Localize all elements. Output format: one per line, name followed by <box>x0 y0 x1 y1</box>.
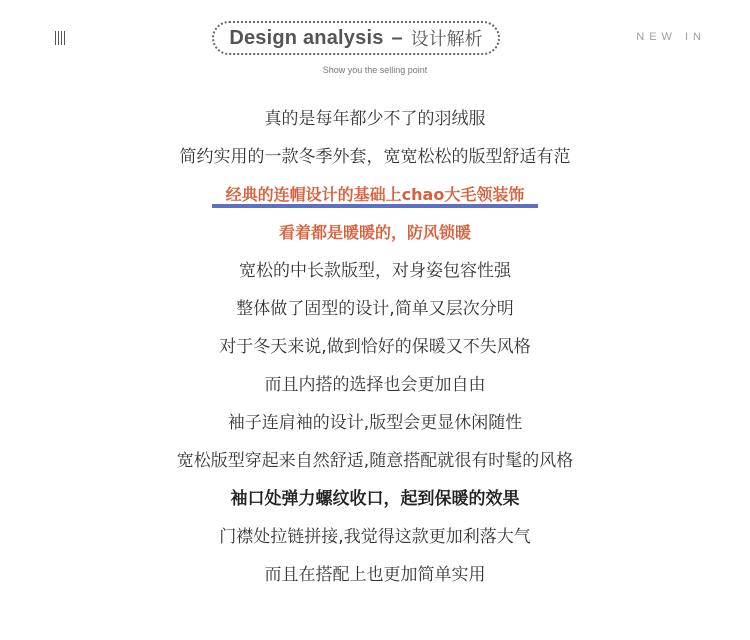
selling-point-line: 宽松的中长款版型，对身姿包容性强 <box>239 261 511 281</box>
selling-point-line: 而且内搭的选择也会更加自由 <box>264 375 486 395</box>
title-separator: – <box>391 26 403 49</box>
vertical-lines-icon <box>55 31 67 45</box>
selling-point-line: 而且在搭配上也更加简单实用 <box>264 565 486 585</box>
selling-point-line: 宽松版型穿起来自然舒适,随意搭配就很有时髦的风格 <box>176 451 574 471</box>
selling-points-list <box>0 100 750 594</box>
selling-point-line-bold: 袖口处弹力螺纹收口，起到保暖的效果 <box>230 489 520 509</box>
section-subtitle: Show you the selling point <box>322 65 428 75</box>
new-in-label: NEW IN <box>636 31 706 43</box>
selling-point-line: 整体做了固型的设计,简单又层次分明 <box>236 299 514 319</box>
selling-point-line: 简约实用的一款冬季外套，宽宽松松的版型舒适有范 <box>179 147 571 167</box>
selling-point-line-accent: 看着都是暖暖的，防风锁暖 <box>278 223 471 242</box>
selling-point-line: 真的是每年都少不了的羽绒服 <box>264 109 486 129</box>
selling-point-line: 对于冬天来说,做到恰好的保暖又不失风格 <box>219 337 531 357</box>
section-title-pill <box>212 21 500 55</box>
title-chinese: 设计解析 <box>410 29 483 50</box>
highlight-underline <box>212 204 539 208</box>
selling-point-line-highlight: 经典的连帽设计的基础上chao大毛领装饰 <box>0 176 750 214</box>
selling-point-line: 门襟处拉链拼接,我觉得这款更加利落大气 <box>219 527 531 547</box>
title-english: Design analysis <box>229 26 384 49</box>
selling-point-line: 袖子连肩袖的设计,版型会更显休闲随性 <box>227 413 523 433</box>
